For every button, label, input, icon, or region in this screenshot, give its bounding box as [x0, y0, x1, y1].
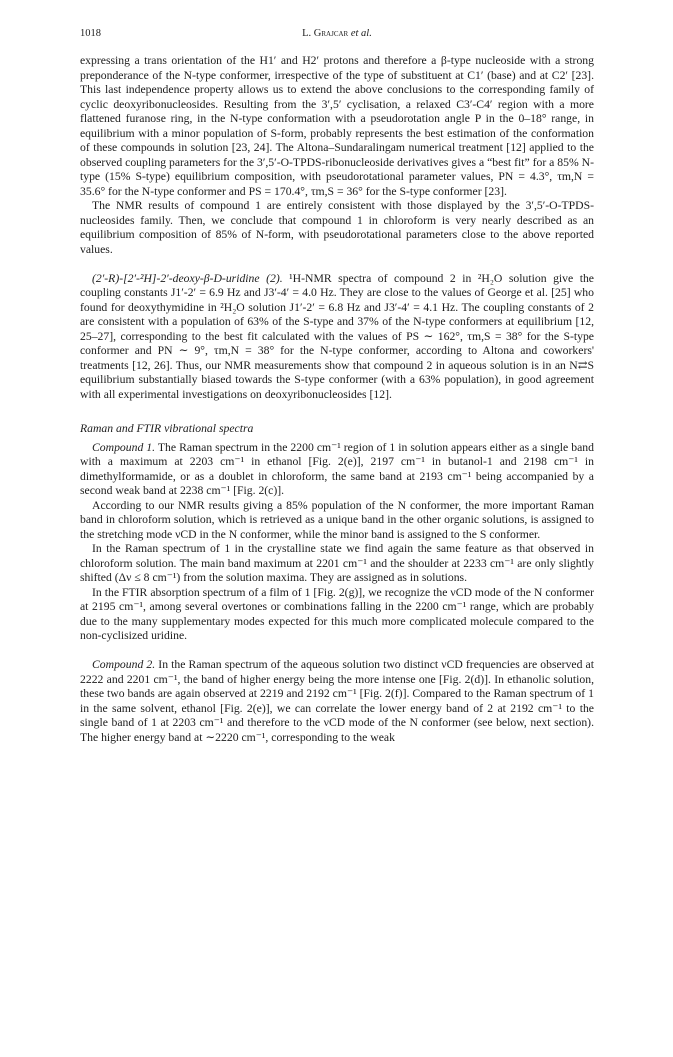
compound-2-lead: Compound 2. [92, 658, 156, 671]
compound-2-title: (2′-R)-[2′-²H]-2′-deoxy-β-D-uridine (2). [92, 271, 283, 285]
section-title: Raman and FTIR vibrational spectra [80, 422, 254, 435]
page-header [80, 28, 594, 46]
paragraph-6: In the Raman spectrum of 1 in the crystalline state we find again the same feature as that observed in chloroform solution. The main band maximum at 2201 cm⁻¹ and the shoulder at 2233 cm⁻¹ are only slightly shifted (Δν ≤ 8 cm⁻¹) from the solution maxima. They are assigned as in solutions. [80, 542, 594, 584]
paragraph-3 [80, 272, 594, 403]
body-text [80, 54, 594, 745]
paragraph-8-text: In the Raman spectrum of the aqueous solution two distinct νCD frequencies are observed at 2222 and 2201 cm⁻¹, the band of higher energy being the more intense one [Fig. 2(d)]. In ethanolic solution, these two bands are again observed at 2219 and 2192 cm⁻¹ [Fig. 2(f)]. Compared to the Raman spectrum of 1 in the same solvent, ethanol [Fig. 2(e)], we can correlate the lower energy band of 2 at 2192 cm⁻¹ to the single band of 1 at 2203 cm⁻¹ and therefore to the νCD mode of the N conformer (see below, next section). The higher energy band at ∼2220 cm⁻¹, corresponding to the weak [80, 658, 594, 744]
paragraph-4-text: The Raman spectrum in the 2200 cm⁻¹ region of 1 in solution appears either as a single band with a maximum at 2203 cm⁻¹ in ethanol [Fig. 2(e)], 2197 cm⁻¹ in butanol-1 and 2198 cm⁻¹ in dimethylformamide, or as a doublet in chloroform, the same band at 2193 cm⁻¹ being accompanied by a second weak band at 2238 cm⁻¹ [Fig. 2(c)]. [80, 440, 594, 497]
paragraph-5: According to our NMR results giving a 85% population of the N conformer, the more important Raman band in chloroform solution, which is retrieved as a unique band in the other organic solutions, is assigned to the stretching mode νCD in the N conformer, while the minor band is assigned to the S conformer. [80, 498, 594, 541]
paragraph-8 [80, 658, 594, 745]
running-head-authors: L. Grajcar [302, 28, 349, 39]
compound-1-lead: Compound 1. [92, 440, 156, 454]
page-number: 1018 [80, 28, 101, 39]
paragraph-1: expressing a trans orientation of the H1′ and H2′ protons and therefore a β-type nucleoside with a strong preponderance of the N-type conformer, irrespective of the type of substituent at C1′ (base) and at C2′ [23]. This last independence property allows us to extend the above conclusions to the corresponding family of cyclic deoxyribonucleosides. Resulting from the 3′,5′ cyclisation, a relaxed C3′-C4′ region with a more flattened furanose ring, in the N-type conformation with a pseudorotation angle P in the 0–18° range, in equilibrium with a minor population of S-form, probably represents the best estimation of the conformation of these compounds in solution [23, 24]. The Altona–Sundaralingam numerical treatment [12] applied to the observed coupling parameters for the 3′,5′-O-TPDS-ribonucleoside derivatives gives a “best fit” for a 85% N-type (15% S-type) equilibrium composition, with pseudorotational parameter values, PN = 4.3°, τm,N = 35.6° for the N-type conformer and PS = 170.4°, τm,S = 36° for the S-type conformer [23]. [80, 54, 594, 198]
running-head [80, 28, 594, 39]
paragraph-2: The NMR results of compound 1 are entirely consistent with those displayed by the 3′,5′-O-TPDS-nucleosides family. Then, we conclude that compound 1 in chloroform is very nearly described as an equilibrium composition of 85% of N-form, with pseudorotational parameters close to the above reported values. [80, 199, 594, 256]
paragraph-7: In the FTIR absorption spectrum of a film of 1 [Fig. 2(g)], we recognize the νCD mode of the N conformer at 2195 cm⁻¹, among several overtones or combinations falling in the 2200 cm⁻¹ range, which are probably due to the many supplementary modes expected for this much more complicated molecule compared to the non-cyclisized uridine. [80, 585, 594, 642]
running-head-etal: et al. [348, 28, 372, 39]
paragraph-4 [80, 441, 594, 499]
paragraph-3-text: ¹H-NMR spectra of compound 2 in ²H₂O solution give the coupling constants J1′-2′ = 6.9 Hz and J3′-4′ = 4.0 Hz. They are close to the values of George et al. [25] who found for deoxythymidine in ²H₂O solution J1′-2′ = 6.8 Hz and J3′-4′ = 4.1 Hz. The coupling constants of 2 are consistent with a population of 63% of the S-type and 37% of the N-type conformers at equilibrium [12, 25–27], corresponding to the best fit calculated with the values of PS ∼ 162°, τm,S = 38° for the S-type conformer and PN ∼ 9°, τm,N = 38° for the N-type conformer, according to Altona and coworkers' treatments [12, 26]. Thus, our NMR measurements show that compound 2 in aqueous solution is in an N⇄S equilibrium substantially biased towards the S-type conformer (with a 63% population), in good agreement with all experimental investigations on deoxyribonucleosides [12]. [80, 271, 594, 401]
